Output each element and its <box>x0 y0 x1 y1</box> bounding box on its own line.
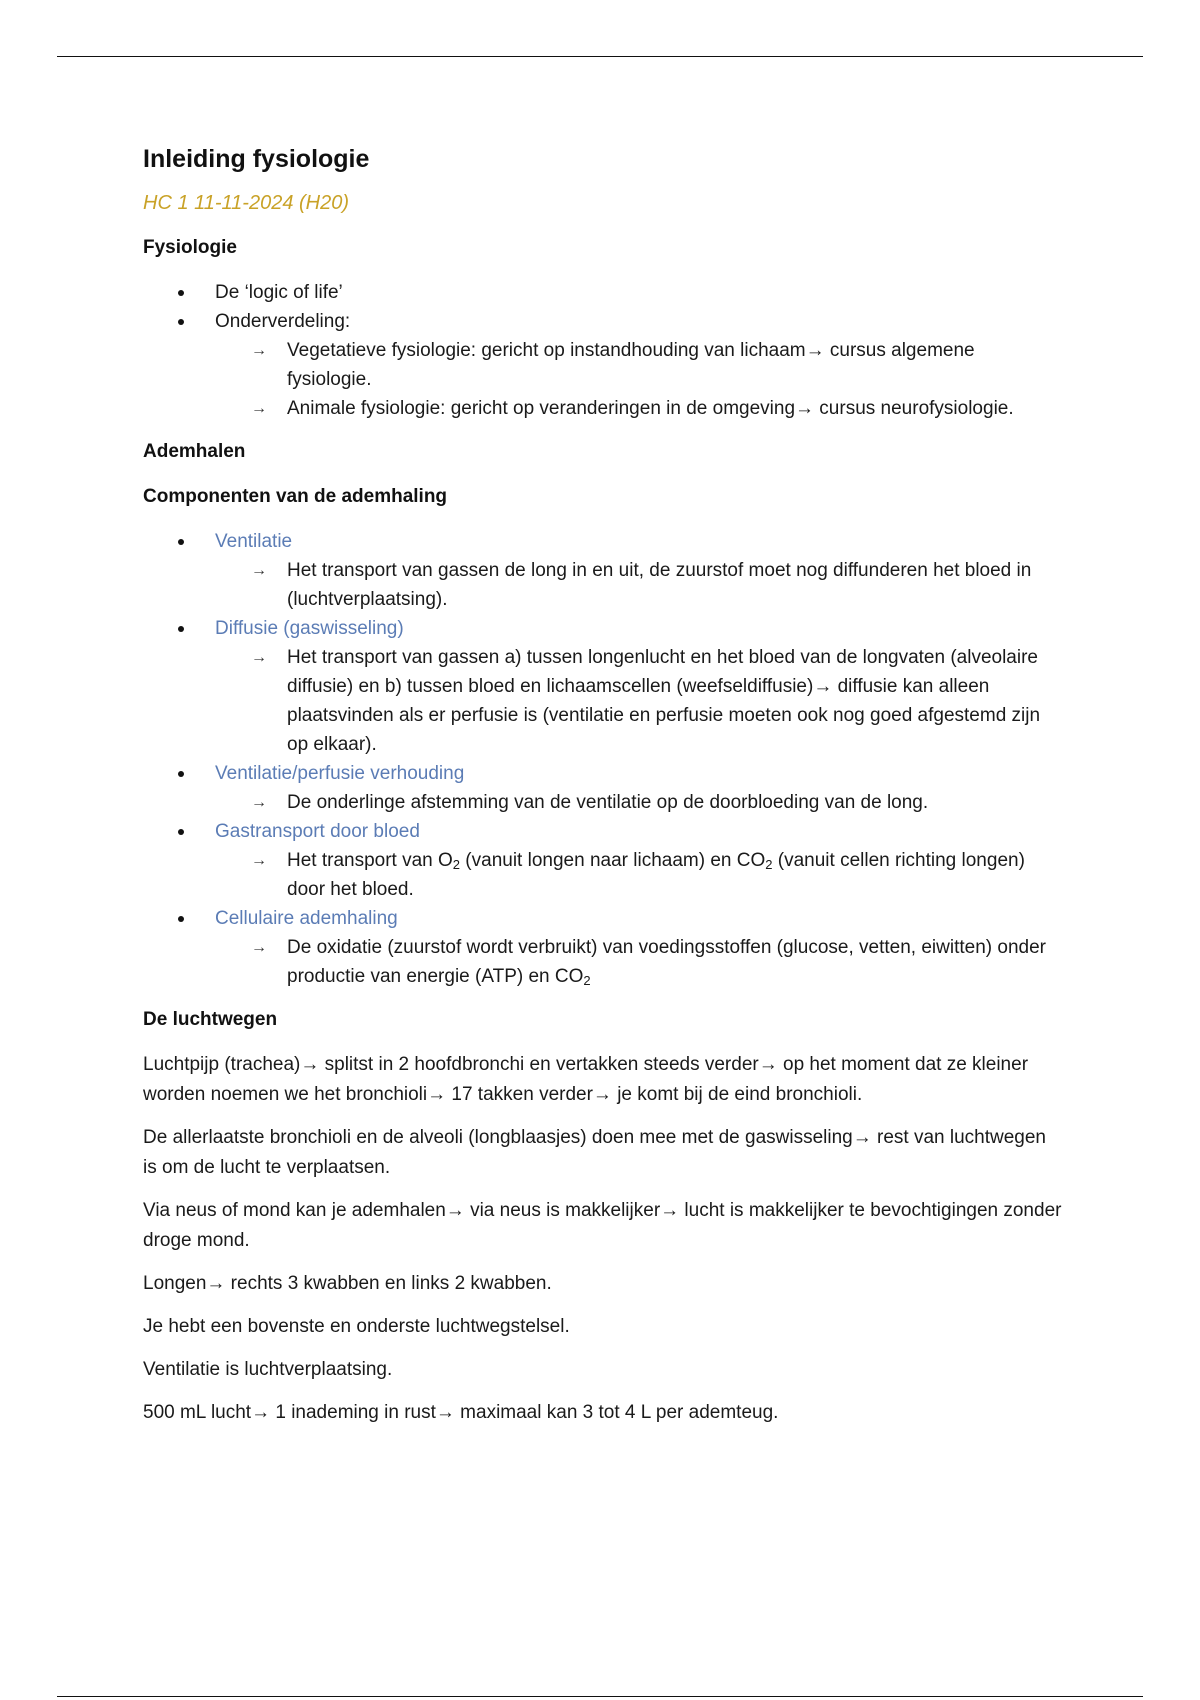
fysiologie-list <box>143 278 1063 423</box>
componenten-list <box>143 527 1063 991</box>
sub-list-item <box>215 394 1063 423</box>
sub-list-item-text <box>287 850 1025 900</box>
list-item <box>143 307 1063 423</box>
sub-list-item-text: Het transport van gassen de long in en uit, de zuurstof moet nog diffunderen het bloed in (luchtverplaatsing). <box>287 560 1032 610</box>
paragraph: Longen→ rechts 3 kwabben en links 2 kwabben. <box>143 1273 552 1294</box>
arrow-icon: → <box>251 794 267 811</box>
term-label: Ventilatie <box>215 531 293 552</box>
sub-list-item-text: Het transport van gassen a) tussen longenlucht en het bloed van de longvaten (alveolaire diffusie) en b) tussen bloed en lichaamscellen (weefseldiffusie)→ diffusie kan alleen plaatsvinden als er perfusie is (ventilatie en perfusie moeten ook nog goed afgestemd zijn op elkaar). <box>287 647 1041 755</box>
sub-list <box>215 556 1063 614</box>
lecture-subtitle: HC 1 11-11-2024 (H20) <box>143 192 350 214</box>
section-heading-componenten: Componenten van de ademhaling <box>143 486 448 507</box>
section-heading-luchtwegen: De luchtwegen <box>143 1009 278 1030</box>
sub-list-item <box>215 933 1063 991</box>
subscript: 2 <box>765 857 773 872</box>
sub-list <box>215 788 1063 817</box>
document-body <box>143 142 1063 1441</box>
arrow-icon: → <box>251 852 267 869</box>
text-fragment: De oxidatie (zuurstof wordt verbruikt) van voedingsstoffen (glucose, vetten, eiwitten) onder productie van energie (ATP) en CO <box>287 937 1046 987</box>
list-item <box>143 278 1063 307</box>
sub-list <box>215 336 1063 423</box>
sub-list-item-text: Animale fysiologie: gericht op veranderingen in de omgeving→ cursus neurofysiologie. <box>287 398 1014 419</box>
paragraph: Ventilatie is luchtverplaatsing. <box>143 1359 393 1380</box>
sub-list <box>215 643 1063 759</box>
arrow-icon: → <box>251 342 267 359</box>
term-label: Cellulaire ademhaling <box>215 908 398 929</box>
page-title: Inleiding fysiologie <box>143 145 370 173</box>
bottom-rule <box>57 1696 1143 1697</box>
list-item <box>143 817 1063 904</box>
subscript: 2 <box>452 857 461 872</box>
list-item-text: Onderverdeling: <box>215 311 351 332</box>
text-fragment: Het transport van O <box>287 850 453 871</box>
sub-list-item <box>215 788 1063 817</box>
paragraph: Via neus of mond kan je ademhalen→ via neus is makkelijker→ lucht is makkelijker te bevochtigingen zonder droge mond. <box>143 1200 1062 1251</box>
subscript: 2 <box>583 973 591 988</box>
sub-list-item <box>215 846 1063 904</box>
bullet-icon <box>178 290 184 296</box>
arrow-icon: → <box>251 400 267 417</box>
bullet-icon <box>178 319 184 325</box>
arrow-icon: → <box>251 939 267 956</box>
list-item-text: De ‘logic of life’ <box>215 282 343 303</box>
sub-list-item <box>215 556 1063 614</box>
bullet-icon <box>178 539 184 545</box>
term-label: Ventilatie/perfusie verhouding <box>215 763 465 784</box>
arrow-icon: → <box>251 562 267 579</box>
top-rule <box>57 56 1143 57</box>
paragraph: Luchtpijp (trachea)→ splitst in 2 hoofdbronchi en vertakken steeds verder→ op het moment dat ze kleiner worden noemen we het bronchioli→ 17 takken verder→ je komt bij de eind bronchioli. <box>143 1054 1029 1105</box>
list-item <box>143 614 1063 759</box>
section-heading-ademhalen: Ademhalen <box>143 441 246 462</box>
list-item <box>143 904 1063 991</box>
paragraph: Je hebt een bovenste en onderste luchtwegstelsel. <box>143 1316 570 1337</box>
text-fragment: (vanuit longen naar lichaam) en CO <box>460 850 766 871</box>
bullet-icon <box>178 771 184 777</box>
section-heading-fysiologie: Fysiologie <box>143 237 237 258</box>
arrow-icon: → <box>251 649 267 666</box>
sub-list-item <box>215 643 1063 759</box>
paragraph: De allerlaatste bronchioli en de alveoli (longblaasjes) doen mee met de gaswisseling→ rest van luchtwegen is om de lucht te verplaatsen. <box>143 1127 1047 1178</box>
list-item <box>143 759 1063 817</box>
sub-list-item-text: Vegetatieve fysiologie: gericht op instandhouding van lichaam→ cursus algemene fysiologie. <box>287 340 975 390</box>
term-label: Diffusie (gaswisseling) <box>215 618 404 639</box>
sub-list-item <box>215 336 1063 394</box>
bullet-icon <box>178 829 184 835</box>
sub-list <box>215 846 1063 904</box>
sub-list-item-text: De onderlinge afstemming van de ventilatie op de doorbloeding van de long. <box>287 792 929 813</box>
text-fragment: (vanuit cellen richting longen) door het bloed. <box>287 850 1025 900</box>
bullet-icon <box>178 626 184 632</box>
term-label: Gastransport door bloed <box>215 821 420 842</box>
bullet-icon <box>178 916 184 922</box>
list-item <box>143 527 1063 614</box>
sub-list <box>215 933 1063 991</box>
sub-list-item-text <box>287 937 1046 987</box>
paragraph: 500 mL lucht→ 1 inademing in rust→ maximaal kan 3 tot 4 L per ademteug. <box>143 1402 779 1423</box>
